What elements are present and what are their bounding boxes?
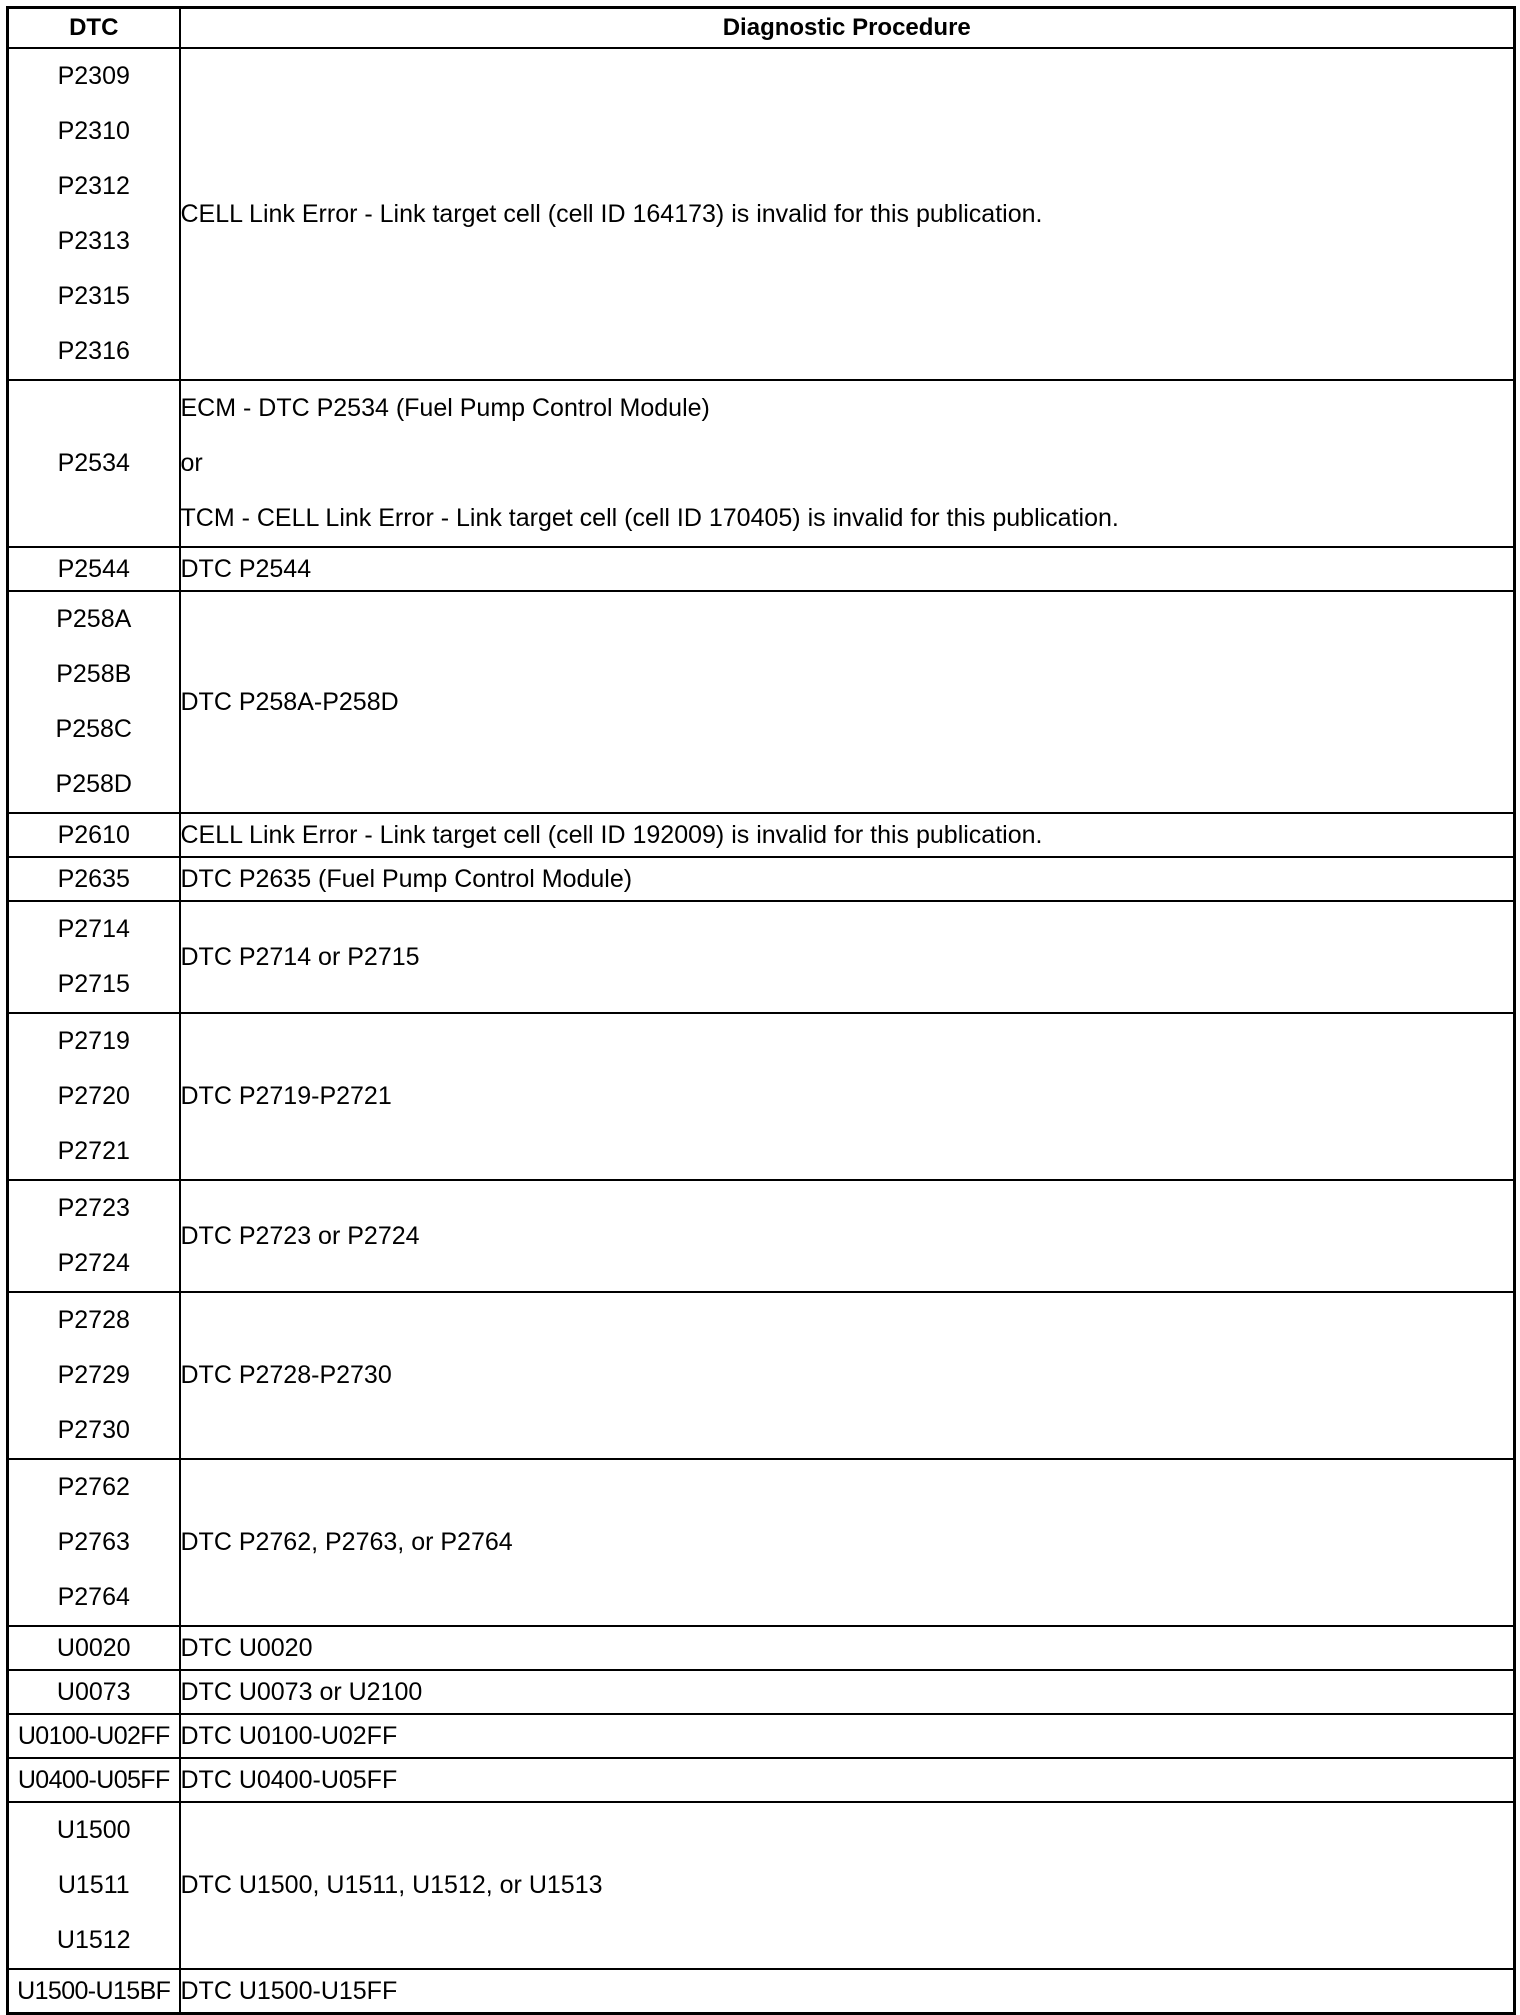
dtc-code-cell — [8, 1459, 180, 1626]
dtc-code: P2764 — [57, 1583, 130, 1611]
diagnostic-procedure-cell — [180, 1758, 1515, 1802]
dtc-code: P2312 — [57, 172, 130, 200]
dtc-code-cell — [8, 1802, 180, 1969]
dtc-code-cell — [8, 380, 180, 547]
diagnostic-procedure-cell — [180, 1626, 1515, 1670]
header-procedure: Diagnostic Procedure — [180, 8, 1515, 49]
dtc-code-cell — [8, 1180, 180, 1292]
dtc-code: P2635 — [57, 865, 130, 893]
dtc-code: P258A — [56, 605, 132, 633]
dtc-code: P2544 — [57, 555, 130, 583]
table-row — [8, 813, 1515, 857]
diagnostic-procedure-cell — [180, 1714, 1515, 1758]
dtc-code: U0100-U02FF — [17, 1722, 170, 1750]
table-row — [8, 1180, 1515, 1292]
diagnostic-procedure-cell — [180, 591, 1515, 813]
dtc-code: P2310 — [57, 117, 130, 145]
table-row — [8, 1969, 1515, 2014]
table-row — [8, 1714, 1515, 1758]
diagnostic-procedure-text: DTC P2635 (Fuel Pump Control Module) — [180, 865, 633, 893]
dtc-code-cell — [8, 1670, 180, 1714]
dtc-code: P2534 — [57, 449, 130, 477]
table-row — [8, 1626, 1515, 1670]
diagnostic-procedure-text: or — [180, 449, 203, 477]
dtc-code-cell — [8, 1758, 180, 1802]
dtc-table — [6, 6, 1516, 2015]
diagnostic-procedure-cell — [180, 1013, 1515, 1180]
diagnostic-procedure-cell — [180, 813, 1515, 857]
diagnostic-procedure-text: DTC P2714 or P2715 — [180, 942, 420, 971]
table-row — [8, 547, 1515, 591]
diagnostic-procedure-cell — [180, 48, 1515, 380]
dtc-code: P2719 — [57, 1027, 130, 1055]
dtc-code: U1500 — [56, 1816, 131, 1844]
dtc-code: P2714 — [57, 915, 130, 943]
diagnostic-procedure-cell — [180, 1459, 1515, 1626]
dtc-code: P2315 — [57, 282, 130, 310]
dtc-code: P258B — [56, 660, 132, 688]
dtc-code-cell — [8, 813, 180, 857]
dtc-code: P2728 — [57, 1306, 130, 1334]
table-row — [8, 1013, 1515, 1180]
table-row — [8, 901, 1515, 1013]
dtc-code: P2715 — [57, 970, 130, 998]
diagnostic-procedure-cell — [180, 1969, 1515, 2014]
dtc-code-cell — [8, 48, 180, 380]
dtc-code-cell — [8, 1969, 180, 2014]
diagnostic-procedure-text: DTC P2719-P2721 — [180, 1082, 392, 1110]
dtc-code: U1511 — [57, 1871, 130, 1899]
dtc-code: P2763 — [57, 1528, 130, 1556]
diagnostic-procedure-text: ECM - DTC P2534 (Fuel Pump Control Module) — [180, 394, 710, 422]
diagnostic-procedure-text: DTC U0400-U05FF — [180, 1766, 398, 1794]
table-row — [8, 1459, 1515, 1626]
diagnostic-procedure-cell — [180, 547, 1515, 591]
diagnostic-procedure-cell — [180, 1802, 1515, 1969]
dtc-code: P2610 — [57, 821, 130, 849]
dtc-code: P2720 — [57, 1082, 130, 1110]
dtc-code: U1500-U15BF — [17, 1977, 171, 2005]
table-row — [8, 380, 1515, 547]
dtc-code-cell — [8, 1626, 180, 1670]
dtc-code-cell — [8, 1292, 180, 1459]
diagnostic-procedure-text: DTC U1500-U15FF — [180, 1977, 398, 2005]
dtc-code: P2316 — [57, 337, 130, 365]
diagnostic-procedure-text: DTC U0073 or U2100 — [180, 1678, 423, 1706]
header-row — [8, 8, 1515, 49]
table-body — [8, 48, 1515, 2014]
table-row — [8, 1292, 1515, 1459]
diagnostic-procedure-text: DTC U0020 — [180, 1634, 313, 1662]
diagnostic-procedure-text: DTC U1500, U1511, U1512, or U1513 — [180, 1871, 603, 1899]
table-row — [8, 48, 1515, 380]
table-row — [8, 1802, 1515, 1969]
diagnostic-procedure-cell — [180, 1670, 1515, 1714]
table-row — [8, 1670, 1515, 1714]
dtc-code: U0400-U05FF — [17, 1766, 170, 1794]
dtc-code-cell — [8, 901, 180, 1013]
dtc-code: P258D — [55, 770, 132, 798]
table-row — [8, 857, 1515, 901]
diagnostic-procedure-cell — [180, 901, 1515, 1013]
diagnostic-procedure-cell — [180, 380, 1515, 547]
dtc-code: P2723 — [57, 1194, 130, 1222]
dtc-code: P2729 — [57, 1361, 130, 1389]
diagnostic-procedure-text: CELL Link Error - Link target cell (cell ID 192009) is invalid for this publication. — [180, 821, 1043, 849]
diagnostic-procedure-text: DTC P2728-P2730 — [180, 1361, 392, 1389]
dtc-code: P2721 — [57, 1137, 130, 1165]
dtc-code-cell — [8, 547, 180, 591]
diagnostic-procedure-text: CELL Link Error - Link target cell (cell ID 164173) is invalid for this publication. — [180, 199, 1043, 228]
dtc-code: U1512 — [56, 1926, 131, 1954]
dtc-code: P2313 — [57, 227, 130, 255]
dtc-code: U0020 — [56, 1634, 131, 1662]
diagnostic-procedure-cell — [180, 857, 1515, 901]
diagnostic-procedure-text: DTC U0100-U02FF — [180, 1722, 398, 1750]
diagnostic-procedure-text: TCM - CELL Link Error - Link target cell (cell ID 170405) is invalid for this publication. — [180, 504, 1119, 532]
dtc-code: P2730 — [57, 1416, 130, 1444]
dtc-code: P258C — [55, 715, 132, 743]
dtc-code: P2309 — [57, 62, 130, 90]
dtc-code-cell — [8, 1013, 180, 1180]
table-row — [8, 591, 1515, 813]
dtc-code: P2762 — [57, 1473, 130, 1501]
dtc-code-cell — [8, 857, 180, 901]
dtc-code: U0073 — [56, 1678, 131, 1706]
diagnostic-procedure-text: DTC P2544 — [180, 555, 312, 583]
diagnostic-procedure-cell — [180, 1292, 1515, 1459]
diagnostic-procedure-text: DTC P2762, P2763, or P2764 — [180, 1528, 513, 1556]
dtc-code: P2724 — [57, 1249, 130, 1277]
dtc-code-cell — [8, 1714, 180, 1758]
header-dtc: DTC — [8, 8, 180, 49]
diagnostic-procedure-cell — [180, 1180, 1515, 1292]
diagnostic-procedure-text: DTC P258A-P258D — [180, 687, 399, 716]
diagnostic-procedure-text: DTC P2723 or P2724 — [180, 1221, 420, 1250]
table-row — [8, 1758, 1515, 1802]
dtc-code-cell — [8, 591, 180, 813]
